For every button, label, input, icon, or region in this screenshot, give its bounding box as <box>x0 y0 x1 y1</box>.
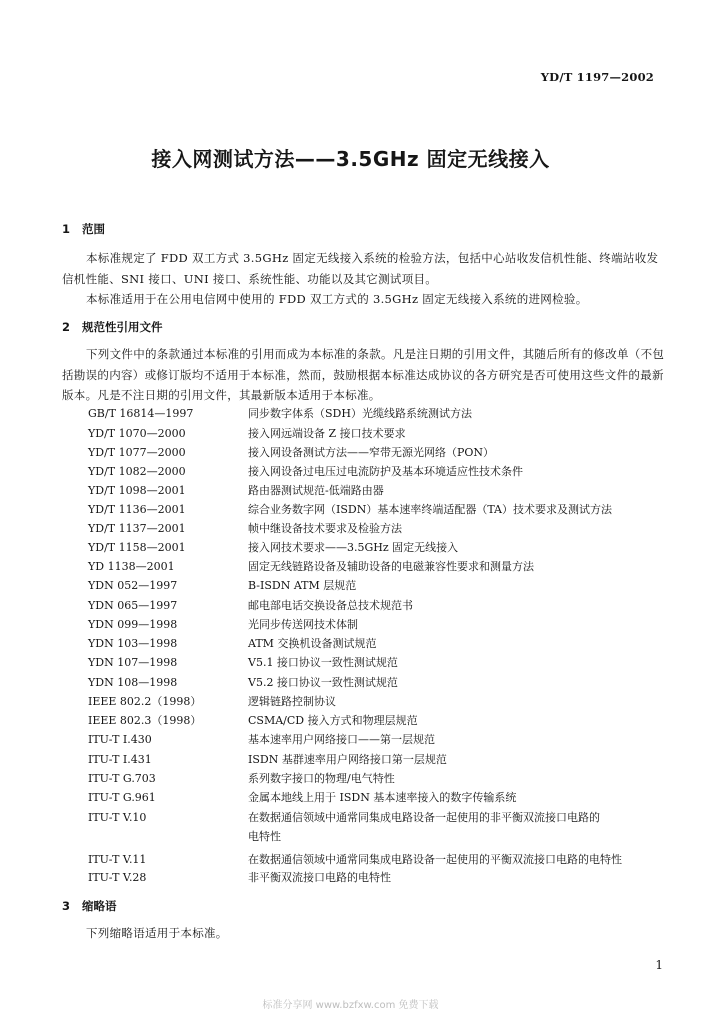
reference-item <box>88 558 534 574</box>
standard-code: YD/T 1197—2002 <box>540 70 654 84</box>
reference-code: YDN 103—1998 <box>88 637 178 650</box>
page-number: 1 <box>655 958 663 972</box>
section-number: 1 <box>62 222 71 236</box>
section-title: 缩略语 <box>82 899 117 913</box>
reference-code: ITU-T I.430 <box>88 733 152 746</box>
reference-code: ITU-T V.10 <box>88 811 147 824</box>
reference-code: GB/T 16814—1997 <box>88 407 194 420</box>
section-heading-abbreviations <box>62 898 117 914</box>
reference-item <box>88 482 384 498</box>
reference-item <box>88 539 458 555</box>
reference-title: 金属本地线上用于 ISDN 基本速率接入的数字传输系统 <box>248 791 517 804</box>
reference-title: 系列数字接口的物理/电气特性 <box>248 772 395 785</box>
reference-title: CSMA/CD 接入方式和物理层规范 <box>248 714 418 727</box>
reference-code: YDN 108—1998 <box>88 676 178 689</box>
reference-code: ITU-T V.11 <box>88 853 147 866</box>
reference-code: YD/T 1082—2000 <box>88 465 186 478</box>
reference-item <box>88 577 356 593</box>
reference-item <box>88 693 336 709</box>
reference-code: YDN 099—1998 <box>88 618 178 631</box>
section-heading-references <box>62 319 163 335</box>
reference-code: YDN 107—1998 <box>88 656 178 669</box>
reference-item <box>88 809 600 825</box>
reference-item <box>88 751 447 767</box>
reference-item <box>88 463 523 479</box>
reference-code: YD/T 1070—2000 <box>88 427 186 440</box>
reference-code: IEEE 802.3（1998） <box>88 714 202 727</box>
reference-code: YDN 065—1997 <box>88 599 178 612</box>
scope-paragraph-1: 本标准规定了 FDD 双工方式 3.5GHz 固定无线接入系统的检验方法，包括中心站收发信机性能、终端站收发信机性能、SNI 接口、UNI 接口、系统性能、功能以及其它测试项目。 <box>62 251 659 286</box>
reference-code: ITU-T G.703 <box>88 772 156 785</box>
reference-code: IEEE 802.2（1998） <box>88 695 202 708</box>
reference-item <box>88 789 516 805</box>
reference-item <box>88 869 391 885</box>
reference-item <box>88 425 406 441</box>
reference-title: 在数据通信领域中通常同集成电路设备一起使用的平衡双流接口电路的电特性 <box>248 853 622 866</box>
reference-code: ITU-T I.431 <box>88 753 152 766</box>
reference-item <box>88 770 395 786</box>
reference-title: 逻辑链路控制协议 <box>248 695 336 708</box>
reference-title: 非平衡双流接口电路的电特性 <box>248 871 391 884</box>
reference-title: B-ISDN ATM 层规范 <box>248 579 357 592</box>
reference-title: 同步数字体系（SDH）光缆线路系统测试方法 <box>248 407 472 420</box>
reference-item <box>88 851 622 867</box>
section-heading-scope <box>62 221 105 237</box>
reference-title: 综合业务数字网（ISDN）基本速率终端适配器（TA）技术要求及测试方法 <box>248 503 613 516</box>
reference-title: 在数据通信领域中通常同集成电路设备一起使用的非平衡双流接口电路的 <box>248 811 600 824</box>
reference-code: YD/T 1136—2001 <box>88 503 186 516</box>
scope-paragraph-2: 本标准适用于在公用电信网中使用的 FDD 双工方式的 3.5GHz 固定无线接入系统的进网检验。 <box>86 292 588 306</box>
reference-title: V5.1 接口协议一致性测试规范 <box>248 656 398 669</box>
abbreviations-intro-paragraph: 下列缩略语适用于本标准。 <box>86 926 228 940</box>
reference-item <box>88 597 413 613</box>
section-title: 范围 <box>82 222 105 236</box>
reference-item <box>88 712 418 728</box>
reference-title: 接入网远端设备 Z 接口技术要求 <box>248 427 406 440</box>
reference-title: 接入网设备过电压过电流防护及基本环境适应性技术条件 <box>248 465 523 478</box>
reference-item <box>88 616 358 632</box>
reference-code: YD/T 1158—2001 <box>88 541 186 554</box>
reference-title: ATM 交换机设备测试规范 <box>248 637 377 650</box>
reference-code: YDN 052—1997 <box>88 579 178 592</box>
reference-title-continuation: 电特性 <box>248 830 281 843</box>
section-title: 规范性引用文件 <box>82 320 163 334</box>
reference-title: 邮电部电话交换设备总技术规范书 <box>248 599 413 612</box>
reference-item <box>88 674 398 690</box>
reference-title: 固定无线链路设备及辅助设备的电磁兼容性要求和测量方法 <box>248 560 534 573</box>
reference-item <box>88 520 402 536</box>
reference-title: 路由器测试规范-低端路由器 <box>248 484 384 497</box>
reference-code: ITU-T V.28 <box>88 871 147 884</box>
document-title: 接入网测试方法——3.5GHz 固定无线接入 <box>151 147 550 171</box>
reference-item <box>88 405 472 421</box>
reference-title: 光同步传送网技术体制 <box>248 618 358 631</box>
reference-code: ITU-T G.961 <box>88 791 156 804</box>
references-intro-paragraph: 下列文件中的条款通过本标准的引用而成为本标准的条款。凡是注日期的引用文件，其随后所有的修改单（不包括勘误的内容）或修订版均不适用于本标准，然而，鼓励根据本标准达成协议的各方研究是否可使用这些文件的最新版本。凡是不注日期的引用文件，其最新版本适用于本标准。 <box>62 347 665 402</box>
reference-title: 接入网设备测试方法——窄带无源光网络（PON） <box>248 446 495 459</box>
reference-code: YD/T 1137—2001 <box>88 522 186 535</box>
section-number: 3 <box>62 899 71 913</box>
reference-code: YD/T 1077—2000 <box>88 446 186 459</box>
reference-code: YD 1138—2001 <box>88 560 175 573</box>
reference-item <box>88 654 398 670</box>
reference-item <box>88 501 612 517</box>
reference-title: 帧中继设备技术要求及检验方法 <box>248 522 402 535</box>
watermark: 标准分享网 www.bzfxw.com 免费下载 <box>262 1000 439 1011</box>
reference-title: 基本速率用户网络接口——第一层规范 <box>248 733 435 746</box>
reference-code: YD/T 1098—2001 <box>88 484 186 497</box>
reference-item <box>88 635 376 651</box>
reference-title: 接入网技术要求——3.5GHz 固定无线接入 <box>248 541 459 554</box>
reference-item <box>88 731 435 747</box>
reference-item <box>88 444 494 460</box>
reference-title: ISDN 基群速率用户网络接口第一层规范 <box>248 753 447 766</box>
reference-title: V5.2 接口协议一致性测试规范 <box>248 676 398 689</box>
section-number: 2 <box>62 320 71 334</box>
